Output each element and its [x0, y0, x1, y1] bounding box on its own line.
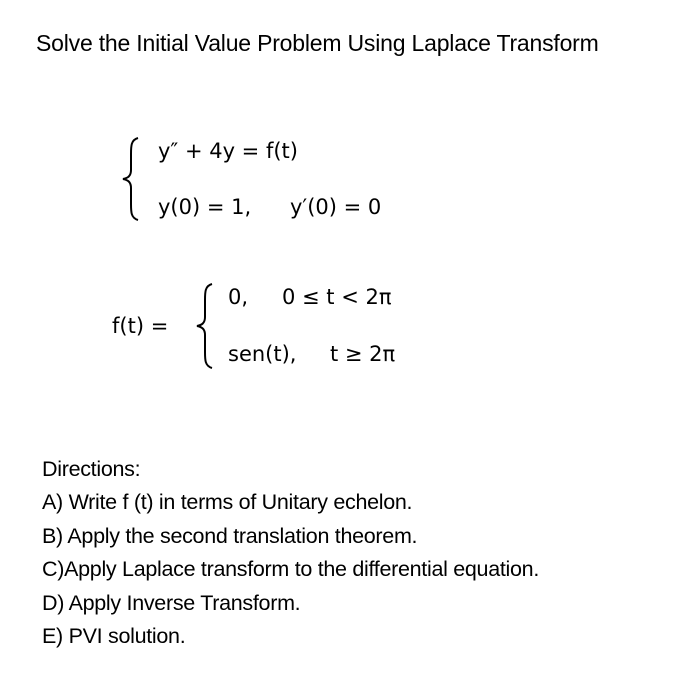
direction-item-e: E) PVI solution.	[42, 624, 186, 649]
direction-item-b: B) Apply the second translation theorem.	[42, 523, 418, 548]
initial-condition-y: y(0) = 1,	[158, 195, 252, 219]
direction-item-c: C)Apply Laplace transform to the differential equation.	[42, 557, 540, 582]
case-2-condition: t ≥ 2π	[330, 342, 396, 366]
direction-item-d: D) Apply Inverse Transform.	[42, 590, 301, 615]
ode-equation: y″ + 4y = f(t)	[158, 139, 298, 163]
piecewise-lhs: f(t) =	[112, 314, 169, 338]
directions-list	[42, 453, 539, 653]
direction-item-a: A) Write f (t) in terms of Unitary echelon.	[42, 490, 413, 515]
case-1-condition: 0 ≤ t < 2π	[282, 285, 392, 309]
case-2-value: sen(t),	[228, 342, 297, 366]
initial-condition-yprime: y′(0) = 0	[290, 195, 382, 219]
system-brace	[120, 136, 142, 222]
directions-heading: Directions:	[42, 457, 141, 481]
page-title: Solve the Initial Value Problem Using Laplace Transform	[36, 30, 599, 56]
piecewise-brace	[194, 282, 216, 370]
case-1-value: 0,	[228, 285, 249, 309]
